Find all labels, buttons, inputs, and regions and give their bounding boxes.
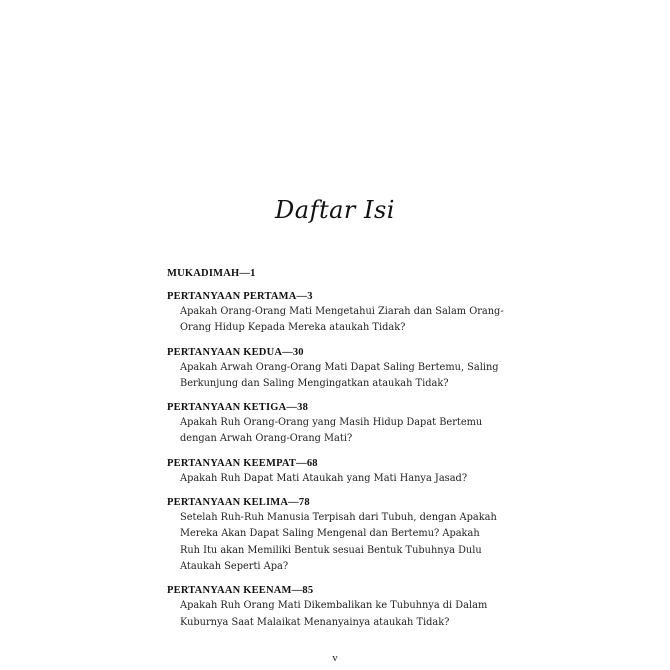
page-number: v [332,652,338,664]
toc-description-line: Apakah Ruh Orang Mati Dikembalikan ke Tubuhnya di Dalam [180,600,488,612]
toc-description [167,360,507,393]
toc-entry-pertanyaan-kelima [167,495,507,575]
toc-description-line: Apakah Ruh Orang-Orang yang Masih Hidup Dapat Bertemu [180,417,483,429]
toc-description [167,304,507,337]
page-title: Daftar Isi [275,196,395,224]
toc-description-line: Apakah Orang-Orang Mati Mengetahui Ziarah dan Salam Orang- [180,306,504,317]
toc-description-line: Kuburnya Saat Malaikat Menanyainya ataukah Tidak? [180,616,450,628]
toc-heading: MUKADIMAH—1 [167,268,256,279]
toc-description [167,471,507,487]
toc-description-line: Apakah Arwah Orang-Orang Mati Dapat Saling Bertemu, Saling [180,361,499,373]
table-of-contents [167,266,507,639]
toc-description-line: Ataukah Seperti Apa? [180,560,289,572]
toc-heading: PERTANYAAN KEENAM—85 [167,585,314,597]
toc-entry-pertanyaan-kedua [167,345,507,393]
toc-entry-pertanyaan-ketiga [167,400,507,448]
toc-description-line: Berkunjung dan Saling Mengingatkan ataukah Tidak? [180,377,449,389]
toc-description-line: Orang Hidup Kepada Mereka ataukah Tidak? [180,322,406,334]
toc-description-line: Apakah Ruh Dapat Mati Ataukah yang Mati Hanya Jasad? [180,472,468,484]
toc-heading: PERTANYAAN KEEMPAT—68 [167,457,318,469]
toc-description-line: Mereka Akan Dapat Saling Mengenal dan Bertemu? Apakah [180,528,480,540]
toc-entry-pertanyaan-keempat [167,456,507,487]
toc-description [167,598,507,631]
toc-description-line: Setelah Ruh-Ruh Manusia Terpisah dari Tubuh, dengan Apakah [180,512,497,524]
toc-heading: PERTANYAAN KEDUA—30 [167,346,304,358]
toc-description [167,510,507,575]
toc-entry-pertanyaan-pertama [167,289,507,337]
toc-description-line: dengan Arwah Orang-Orang Mati? [180,433,353,445]
toc-heading: PERTANYAAN KETIGA—38 [167,402,309,414]
toc-entry-mukadimah [167,266,507,281]
toc-entry-pertanyaan-keenam [167,583,507,631]
toc-description-line: Ruh Itu akan Memiliki Bentuk sesuai Bentuk Tubuhnya Dulu [180,544,482,556]
toc-heading: PERTANYAAN KELIMA—78 [167,497,310,509]
toc-description [167,415,507,448]
toc-heading: PERTANYAAN PERTAMA—3 [167,291,313,302]
